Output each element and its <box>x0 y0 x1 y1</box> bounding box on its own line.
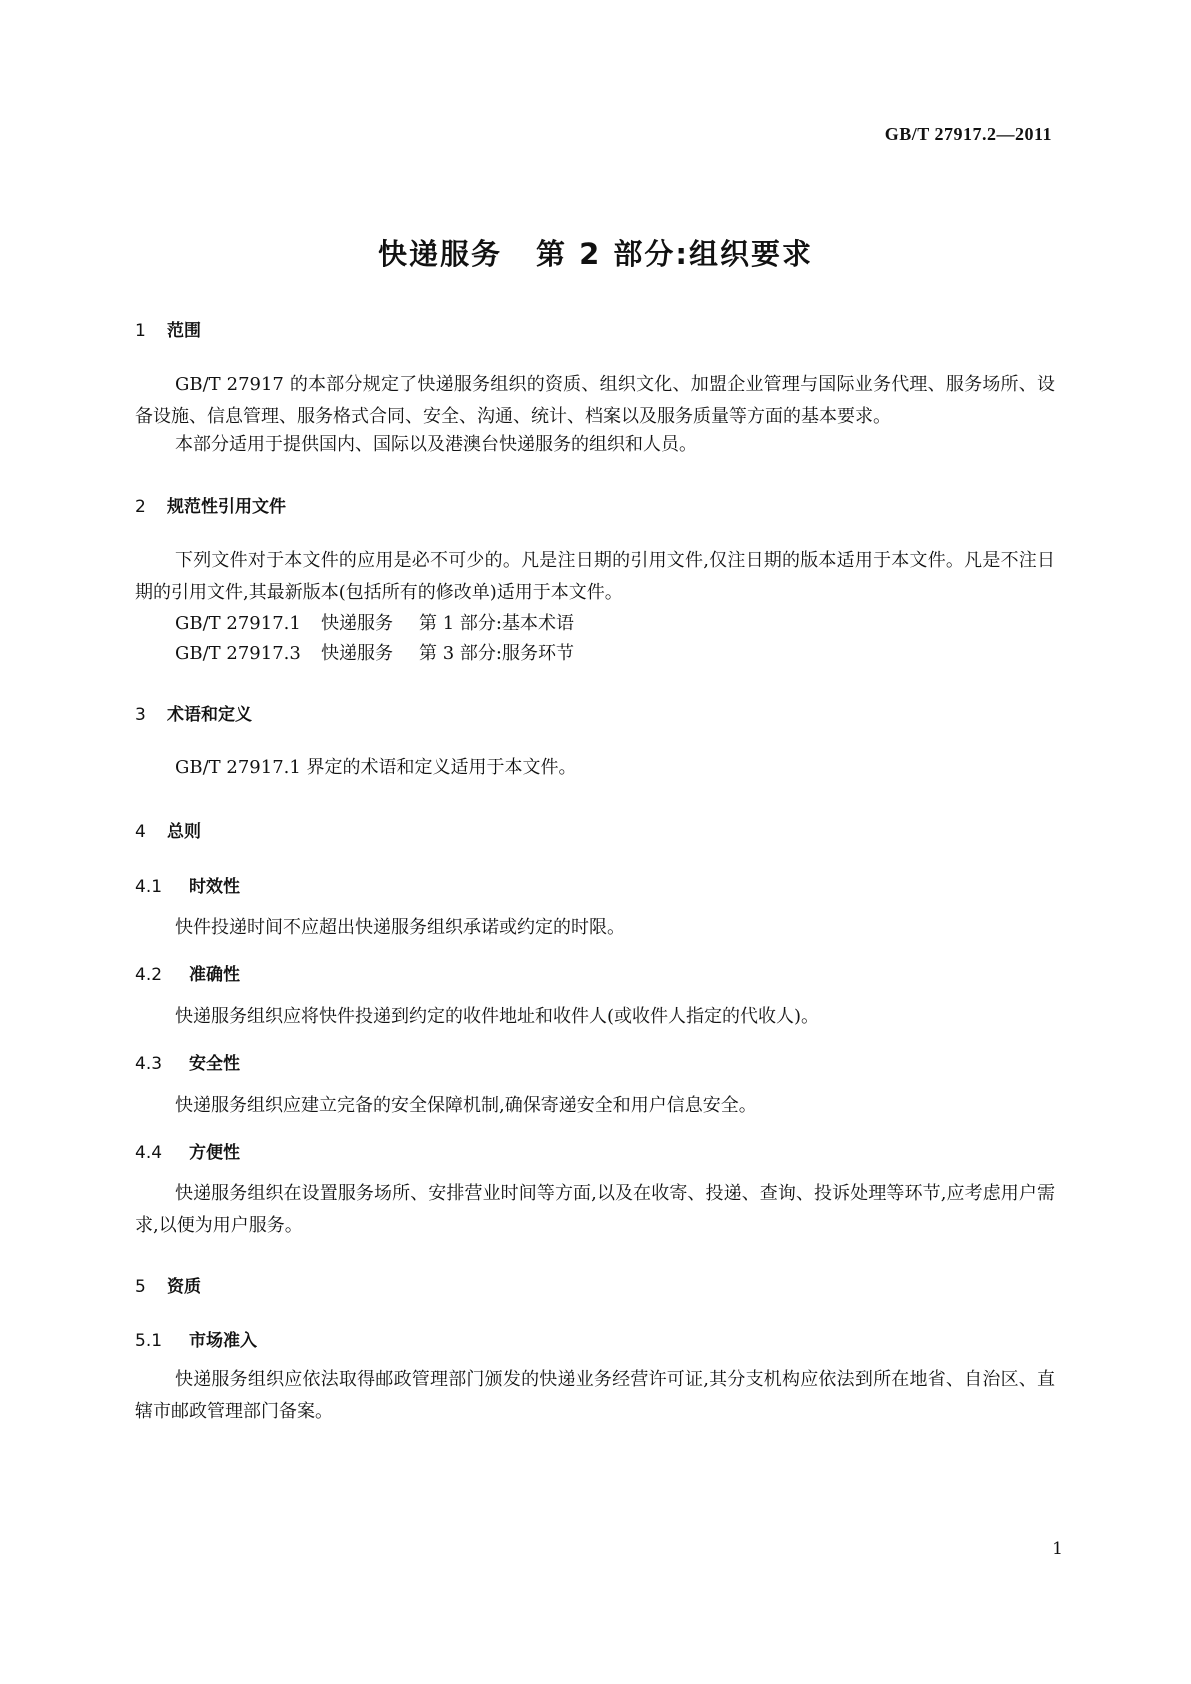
section-number: 4 <box>135 822 146 842</box>
reference-name: 快递服务 <box>321 643 393 664</box>
subsection-heading <box>135 872 240 897</box>
subsection-title: 准确性 <box>189 965 240 985</box>
reference-item <box>175 639 574 665</box>
paragraph: 快件投递时间不应超出快递服务组织承诺或约定的时限。 <box>175 917 625 938</box>
section-number: 5 <box>135 1277 146 1297</box>
subsection-number: 5.1 <box>135 1331 163 1351</box>
reference-part: 第 1 部分:基本术语 <box>419 613 574 634</box>
subsection-title: 市场准入 <box>189 1331 257 1351</box>
section-number: 3 <box>135 705 146 725</box>
section-title: 范围 <box>167 321 201 341</box>
subsection-heading <box>135 1138 240 1163</box>
reference-item <box>175 609 574 635</box>
standard-code: GB/T 27917.2—2011 <box>884 124 1052 144</box>
paragraph: 快递服务组织在设置服务场所、安排营业时间等方面,以及在收寄、投递、查询、投诉处理等环节,应考虑用户需求,以便为用户服务。 <box>135 1183 1055 1236</box>
section-heading-4 <box>135 817 201 842</box>
reference-name: 快递服务 <box>321 613 393 634</box>
subsection-number: 4.1 <box>135 877 163 897</box>
section-title: 总则 <box>167 822 201 842</box>
subsection-number: 4.4 <box>135 1143 163 1163</box>
section-number: 2 <box>135 497 146 517</box>
section-heading-2 <box>135 492 286 517</box>
title-main: 快递服务 <box>378 237 503 271</box>
page-title <box>0 232 1191 273</box>
paragraph: 快递服务组织应建立完备的安全保障机制,确保寄递安全和用户信息安全。 <box>175 1095 757 1116</box>
section-heading-1 <box>135 316 201 341</box>
section-number: 1 <box>135 321 146 341</box>
subsection-title: 时效性 <box>189 877 240 897</box>
paragraph: GB/T 27917 的本部分规定了快递服务组织的资质、组织文化、加盟企业管理与国际业务代理、服务场所、设备设施、信息管理、服务格式合同、安全、沟通、统计、档案以及服务质量等方面的基本要求。 <box>135 374 1055 427</box>
section-title: 术语和定义 <box>167 705 252 725</box>
subsection-heading <box>135 960 240 985</box>
reference-code: GB/T 27917.3 <box>175 643 301 664</box>
page-number: 1 <box>1052 1539 1063 1559</box>
section-title: 资质 <box>167 1277 201 1297</box>
paragraph: 快递服务组织应依法取得邮政管理部门颁发的快递业务经营许可证,其分支机构应依法到所在地省、自治区、直辖市邮政管理部门备案。 <box>135 1369 1055 1422</box>
section-title: 规范性引用文件 <box>167 497 286 517</box>
subsection-heading <box>135 1326 257 1351</box>
subsection-number: 4.2 <box>135 965 163 985</box>
title-part: 第 2 部分:组织要求 <box>536 237 813 271</box>
paragraph: 下列文件对于本文件的应用是必不可少的。凡是注日期的引用文件,仅注日期的版本适用于本文件。凡是不注日期的引用文件,其最新版本(包括所有的修改单)适用于本文件。 <box>135 550 1055 603</box>
subsection-title: 安全性 <box>189 1054 240 1074</box>
reference-code: GB/T 27917.1 <box>175 613 301 634</box>
paragraph: 快递服务组织应将快件投递到约定的收件地址和收件人(或收件人指定的代收人)。 <box>175 1006 820 1027</box>
paragraph: 本部分适用于提供国内、国际以及港澳台快递服务的组织和人员。 <box>175 434 697 455</box>
section-heading-3 <box>135 700 252 725</box>
section-heading-5 <box>135 1272 201 1297</box>
subsection-heading <box>135 1049 240 1074</box>
reference-part: 第 3 部分:服务环节 <box>419 643 574 664</box>
paragraph: GB/T 27917.1 界定的术语和定义适用于本文件。 <box>175 757 577 778</box>
subsection-number: 4.3 <box>135 1054 163 1074</box>
subsection-title: 方便性 <box>189 1143 240 1163</box>
